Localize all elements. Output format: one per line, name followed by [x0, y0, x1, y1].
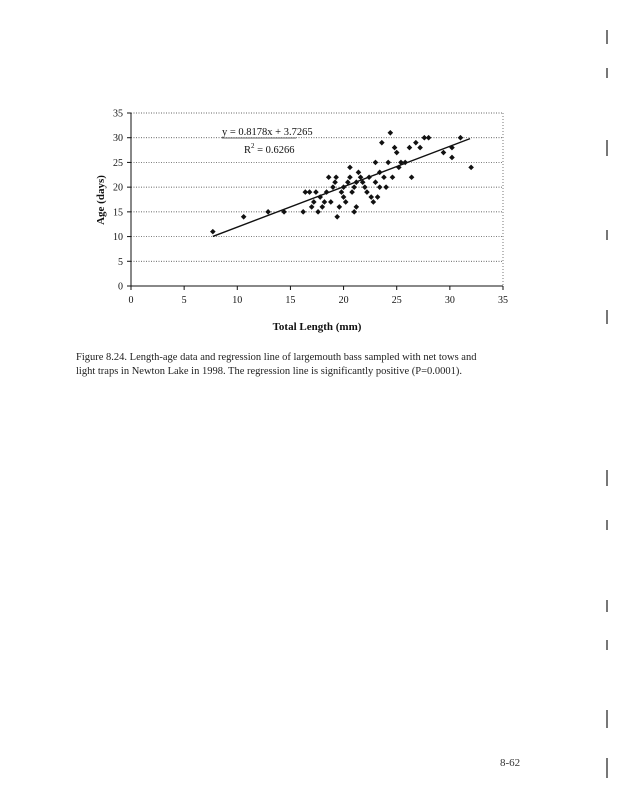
- caption-line-1: Figure 8.24. Length-age data and regression line of largemouth bass sampled with net tows and: [76, 352, 477, 363]
- scan-edge-mark: [606, 710, 608, 728]
- data-point-14: [322, 199, 328, 205]
- scan-edge-mark: [606, 600, 608, 612]
- data-point-62: [417, 145, 423, 151]
- scan-edge-mark: [606, 758, 608, 778]
- data-point-29: [347, 165, 353, 171]
- x-tick-label-35: 35: [498, 295, 508, 306]
- data-point-1: [210, 229, 216, 235]
- data-point-8: [309, 204, 315, 210]
- y-tick-label-5: 5: [118, 256, 123, 268]
- data-point-30: [349, 189, 355, 195]
- data-point-21: [334, 214, 340, 220]
- caption-line-2: light traps in Newton Lake in 1998. The regression line is significantly positive (P=0.0001).: [76, 366, 463, 377]
- data-point-64: [426, 135, 432, 141]
- y-tick-label-20: 20: [113, 182, 123, 194]
- data-point-52: [388, 130, 394, 136]
- data-point-28: [347, 174, 353, 180]
- data-point-31: [351, 184, 357, 190]
- data-point-59: [407, 145, 413, 151]
- x-tick-label-0: 0: [128, 295, 134, 306]
- data-point-25: [341, 194, 347, 200]
- data-point-18: [330, 184, 336, 190]
- scan-edge-mark: [606, 140, 608, 156]
- data-point-44: [373, 160, 379, 166]
- data-point-50: [383, 184, 389, 190]
- data-point-53: [390, 174, 396, 180]
- data-point-5: [300, 209, 306, 215]
- data-point-22: [337, 204, 343, 210]
- scan-edge-mark: [606, 640, 608, 650]
- data-point-54: [392, 145, 398, 151]
- x-tick-label-30: 30: [444, 295, 455, 306]
- data-point-26: [343, 199, 349, 205]
- data-point-60: [409, 174, 415, 180]
- y-tick-label-35: 35: [113, 108, 123, 120]
- scan-edge-mark: [606, 310, 608, 324]
- data-point-38: [362, 184, 368, 190]
- data-point-51: [385, 160, 391, 166]
- y-tick-label-15: 15: [113, 207, 123, 219]
- x-tick-label-15: 15: [285, 295, 296, 306]
- data-point-23: [339, 189, 345, 195]
- regression-line: [213, 139, 470, 237]
- x-tick-label-20: 20: [338, 295, 349, 306]
- data-point-43: [373, 179, 379, 185]
- data-point-19: [332, 179, 338, 185]
- data-point-10: [313, 189, 319, 195]
- data-point-69: [468, 165, 474, 171]
- data-point-45: [375, 194, 381, 200]
- y-tick-label-10: 10: [113, 232, 123, 244]
- scan-edge-mark: [606, 68, 608, 78]
- data-point-32: [351, 209, 357, 215]
- data-point-46: [377, 184, 383, 190]
- data-point-61: [413, 140, 419, 146]
- data-point-49: [381, 174, 387, 180]
- data-point-2: [241, 214, 247, 220]
- figure-caption: [76, 351, 546, 379]
- y-tick-label-25: 25: [113, 157, 123, 169]
- x-tick-label-25: 25: [391, 295, 402, 306]
- data-point-67: [449, 155, 455, 161]
- scan-edge-mark: [606, 470, 608, 486]
- x-tick-label-5: 5: [181, 295, 187, 306]
- regression-equation: y = 0.8178x + 3.7265: [222, 127, 313, 138]
- data-point-41: [368, 194, 374, 200]
- data-point-42: [371, 199, 377, 205]
- data-point-35: [356, 170, 362, 176]
- x-axis-title: Total Length (mm): [272, 321, 362, 333]
- gridlines: [131, 113, 503, 261]
- data-point-20: [333, 174, 339, 180]
- x-tick-label-10: 10: [232, 295, 243, 306]
- scan-edge-mark: [606, 520, 608, 530]
- data-point-55: [394, 150, 400, 156]
- y-axis-title: Age (days): [95, 175, 107, 225]
- y-tick-label-0: 0: [118, 281, 123, 293]
- r-squared-label: $R^2 = 0.6266$: [244, 142, 295, 156]
- data-point-9: [311, 199, 317, 205]
- data-point-3: [265, 209, 271, 215]
- data-point-48: [379, 140, 385, 146]
- data-point-11: [315, 209, 321, 215]
- scan-edge-mark: [606, 230, 608, 240]
- data-point-34: [354, 204, 360, 210]
- data-point-7: [307, 189, 313, 195]
- page-number: 8-62: [500, 757, 521, 769]
- data-point-39: [364, 189, 370, 195]
- y-tick-label-30: 30: [113, 133, 123, 145]
- data-point-68: [458, 135, 464, 141]
- data-point-65: [441, 150, 447, 156]
- data-point-13: [320, 204, 326, 210]
- data-point-16: [326, 174, 332, 180]
- scan-edge-mark: [606, 30, 608, 44]
- data-point-17: [328, 199, 334, 205]
